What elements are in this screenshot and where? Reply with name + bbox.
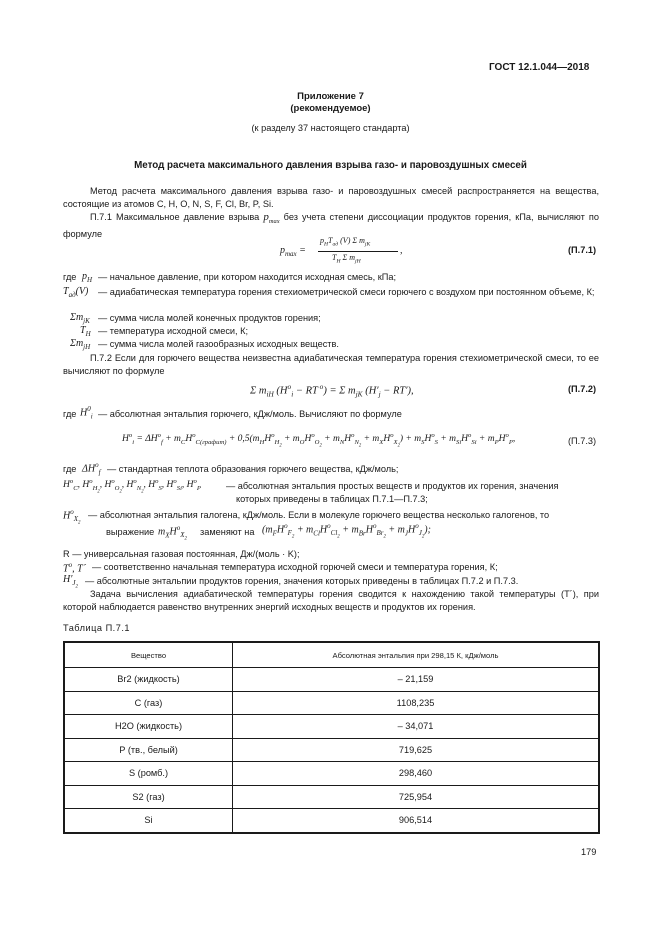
def-T-symbol: $T^o$, T´ [63,561,86,575]
table-cell-value: – 34,071 [233,715,600,739]
def-HX2-2b: заменяют на [200,527,255,537]
table-row [64,785,599,809]
def-H-list-1: — абсолютная энтальпия простых веществ и продуктов их горения, значения [226,481,559,491]
def-Tad: — адиабатическая температура горения стехиометрической смеси горючего с воздухом при постоянном объеме, К; [98,287,595,297]
def-HX2-2a: выражение [106,527,155,537]
table-cell-substance: S (ромб.) [64,762,233,786]
table-row [64,738,599,762]
standard-number: ГОСТ 12.1.044—2018 [489,62,590,73]
table-cell-value: 1108,235 [233,691,600,715]
formula-p72-label: (П.7.2) [568,384,597,394]
def-H-list-symbols: $H^o_C$, $H^o_{H_2}$, $H^o_{O_2}$, $H^o_{N_2}$, $H^o_S$, $H^o_{Si}$, $H^o_P$ [63,478,201,495]
table-cell-substance: Br2 (жидкость) [64,668,233,692]
def-HJ2: — абсолютные энтальпии продуктов горения, значения которых приведены в таблицах П.7.2 и П.7.3. [85,576,519,586]
def-Tad-symbol: $T_{ад}(V)$ [63,286,89,299]
table-col-enthalpy: Абсолютная энтальпия при 298,15 К, кДж/моль [233,642,600,668]
table-cell-value: 719,625 [233,738,600,762]
def-dHf-symbol: $\Delta H^o_f$ [82,461,101,477]
table-caption: Таблица П.7.1 [63,623,131,633]
def-pH-symbol: $p_H$ [82,271,93,284]
p71-var-sub: max [268,217,280,225]
table-cell-value: 725,954 [233,785,600,809]
table-header-row [64,642,599,668]
table-cell-value: – 21,159 [233,668,600,692]
def-HX2-replacement: $(m_FH^o_{F_2} + m_{Cl}H^o_{Cl_2} + m_{Br}H^o_{Br_2} + m_JH^o_{J_2})$; [262,522,431,540]
table-cell-substance: H2O (жидкость) [64,715,233,739]
def-H-list-2: которых приведены в таблицах П.7.1—П.7.3; [236,494,428,504]
p72-paragraph: П.7.2 Если для горючего вещества неизвестна адиабатическая температура горения стехиометрической смеси, то ее вычисляют по формуле [63,353,599,376]
appendix-status: (рекомендуемое) [290,103,371,114]
def-where-2: где [63,409,77,419]
intro-paragraph: Метод расчета максимального давления взрыва газо- и паровоздушных смесей распространяется на вещества, состоящие из атомов С, Н, О, N, S, F, Cl, Br, P, Si. [63,186,599,209]
table-row [64,715,599,739]
def-HX2-expr: $m_XH^o_{X_2}$ [158,524,187,542]
task-paragraph: Задача вычисления адиабатической температуры горения сводится к нахождению такой температуры (T´), при которой наблюдается равенство внутренних энергий исходных веществ и продуктов их горения. [63,589,599,612]
def-T: — соответственно начальная температура исходной горючей смеси и температура горения, К; [92,562,498,572]
table-row [64,809,599,833]
formula-p73-label: (П.7.3) [568,436,597,446]
table-cell-substance: С (газ) [64,691,233,715]
section-title: Метод расчета максимального давления взрыва газо- и паровоздушных смесей [134,160,527,171]
table-cell-substance: Р (тв., белый) [64,738,233,762]
def-sum-mjH: — сумма числа молей газообразных исходных веществ. [98,339,339,349]
enthalpy-table [63,641,600,834]
def-sum-mjK-symbol: $\Sigma m_{jK}$ [70,312,90,325]
def-pH: — начальное давление, при котором находится исходная смесь, кПа; [98,272,397,282]
p71-text-after: без учета степени диссоциации продуктов горения, кПа, вычисляют по формуле [63,212,599,239]
p71-var: p [263,211,269,223]
def-Hi-symbol: $H^0_i$ [80,405,93,421]
p71-text-before: П.7.1 Максимальное давление взрыва [90,212,264,222]
formula-p72: Σ $m_{iH}$ ($H^o_i$ − RT $^o$) = Σ $m_{jK}$ $(H'_j - RT')$, [250,382,414,399]
table-row [64,762,599,786]
def-Hi: — абсолютная энтальпия горючего, кДж/моль. Вычисляют по формуле [98,409,402,419]
def-TH-symbol: $T_H$ [80,325,91,338]
table-cell-substance: Si [64,809,233,833]
table-row [64,668,599,692]
formula-p73: $H^o_i = \Delta H^o_f + m_CH^o_{C(графит)} + 0,5(m_HH^o_{H_2} + m_OH^o_{O_2} + m_NH^o_{N_2} + m_XH^o_{X_2}) + m_SH^o_S + m_{Si}H^o_{Si} + m_PH^o_P$, [122,432,516,449]
def-dHf: — стандартная теплота образования горючего вещества, кДж/моль; [107,464,399,474]
def-sum-mjH-symbol: $\Sigma m_{jH}$ [70,338,91,351]
appendix-title: Приложение 7 [297,91,364,102]
def-R: R — универсальная газовая постоянная, Дж/(моль · K); [63,549,300,559]
table-cell-value: 298,460 [233,762,600,786]
def-TH: — температура исходной смеси, К; [98,326,249,336]
def-HJ2-symbol: $H'_{J_2}$ [63,574,78,590]
def-HX2-1: — абсолютная энтальпия галогена, кДж/моль. Если в молекуле горючего вещества несколько галогенов, то [88,510,550,520]
formula-p71-label: (П.7.1) [568,245,597,255]
appendix-reference: (к разделу 37 настоящего стандарта) [251,123,410,133]
table-row [64,691,599,715]
table-col-substance: Вещество [64,642,233,668]
table-cell-substance: S2 (газ) [64,785,233,809]
def-HX2-symbol: $H^o_{X_2}$ [63,508,81,526]
def-where-1: где [63,272,77,282]
page-number: 179 [581,847,597,857]
table-cell-value: 906,514 [233,809,600,833]
def-where-3: где [63,464,77,474]
def-sum-mjK: — сумма числа молей конечных продуктов горения; [98,313,321,323]
